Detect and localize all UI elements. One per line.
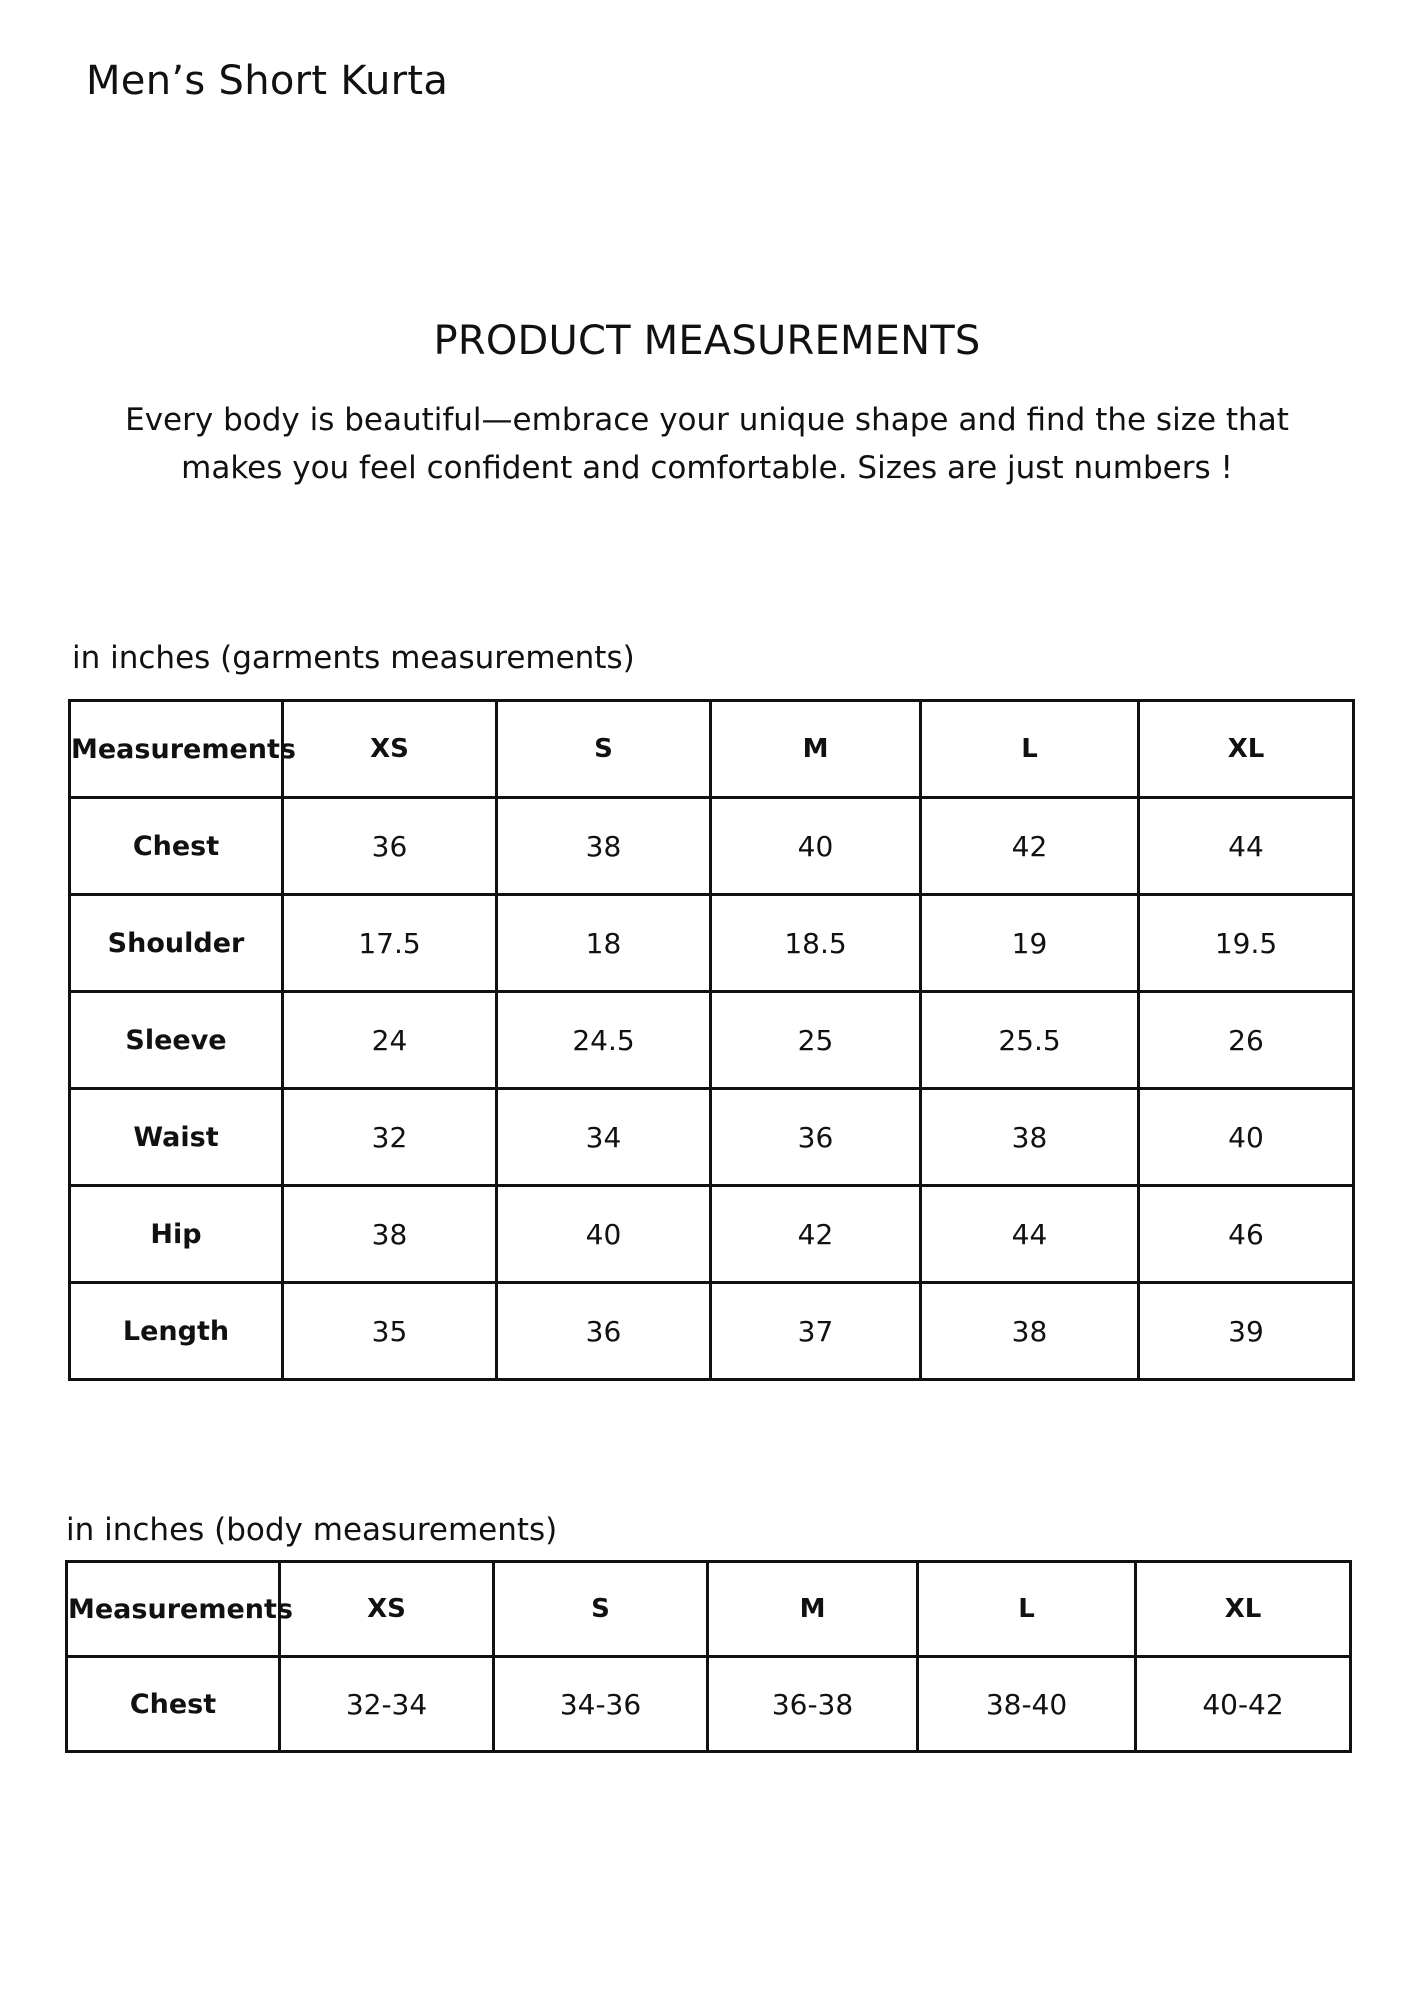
section-heading: PRODUCT MEASUREMENTS [433,318,981,364]
table-cell: 17.5 [283,895,497,992]
table-cell: 38-40 [918,1657,1136,1752]
header-cell: M [708,1562,918,1657]
table-cell: 42 [711,1186,921,1283]
table-cell: 24 [283,992,497,1089]
table-cell: 35 [283,1283,497,1380]
table-cell: 36 [497,1283,711,1380]
table-row [70,895,1354,992]
table-cell: 18.5 [711,895,921,992]
table-cell: 38 [497,798,711,895]
table-row [70,1283,1354,1380]
header-cell: XL [1139,701,1354,798]
table-cell: 38 [921,1089,1139,1186]
table-row [70,992,1354,1089]
product-title: Men’s Short Kurta [86,58,449,104]
table-cell: 36 [711,1089,921,1186]
table-cell: 18 [497,895,711,992]
header-cell: Measurements [70,701,283,798]
header-cell: S [497,701,711,798]
table-cell: 26 [1139,992,1354,1089]
table-cell: 32 [283,1089,497,1186]
table-cell: 44 [921,1186,1139,1283]
table-cell: 38 [921,1283,1139,1380]
table-cell: 34 [497,1089,711,1186]
table-cell: 25 [711,992,921,1089]
header-cell: S [494,1562,708,1657]
header-cell: XS [283,701,497,798]
row-label: Chest [70,798,283,895]
table-cell: 38 [283,1186,497,1283]
header-cell: XS [280,1562,494,1657]
table-row [70,1186,1354,1283]
row-label: Waist [70,1089,283,1186]
table-header-row [70,701,1354,798]
table-cell: 46 [1139,1186,1354,1283]
body-measurements-table [65,1560,1352,1753]
intro-text [110,396,1304,492]
table-row [70,1089,1354,1186]
table-cell: 19 [921,895,1139,992]
table-cell: 24.5 [497,992,711,1089]
table-cell: 36-38 [708,1657,918,1752]
intro-line-1: Every body is beautiful—embrace your unique shape and find the size that [125,402,1289,438]
garment-table-caption: in inches (garments measurements) [72,640,635,676]
header-cell: XL [1136,1562,1351,1657]
table-cell: 25.5 [921,992,1139,1089]
table-cell: 32-34 [280,1657,494,1752]
header-cell: Measurements [67,1562,280,1657]
row-label: Shoulder [70,895,283,992]
table-cell: 36 [283,798,497,895]
row-label: Sleeve [70,992,283,1089]
table-cell: 37 [711,1283,921,1380]
row-label: Chest [67,1657,280,1752]
row-label: Hip [70,1186,283,1283]
table-header-row [67,1562,1351,1657]
garment-measurements-table [68,699,1355,1381]
body-table-caption: in inches (body measurements) [66,1512,558,1548]
table-cell: 34-36 [494,1657,708,1752]
table-cell: 44 [1139,798,1354,895]
table-cell: 40 [1139,1089,1354,1186]
intro-line-2: makes you feel confident and comfortable. Sizes are just numbers ! [181,450,1233,486]
header-cell: M [711,701,921,798]
row-label: Length [70,1283,283,1380]
header-cell: L [918,1562,1136,1657]
table-cell: 39 [1139,1283,1354,1380]
table-cell: 19.5 [1139,895,1354,992]
header-cell: L [921,701,1139,798]
table-cell: 40 [711,798,921,895]
table-row [67,1657,1351,1752]
table-cell: 40 [497,1186,711,1283]
table-row [70,798,1354,895]
table-cell: 40-42 [1136,1657,1351,1752]
table-cell: 42 [921,798,1139,895]
